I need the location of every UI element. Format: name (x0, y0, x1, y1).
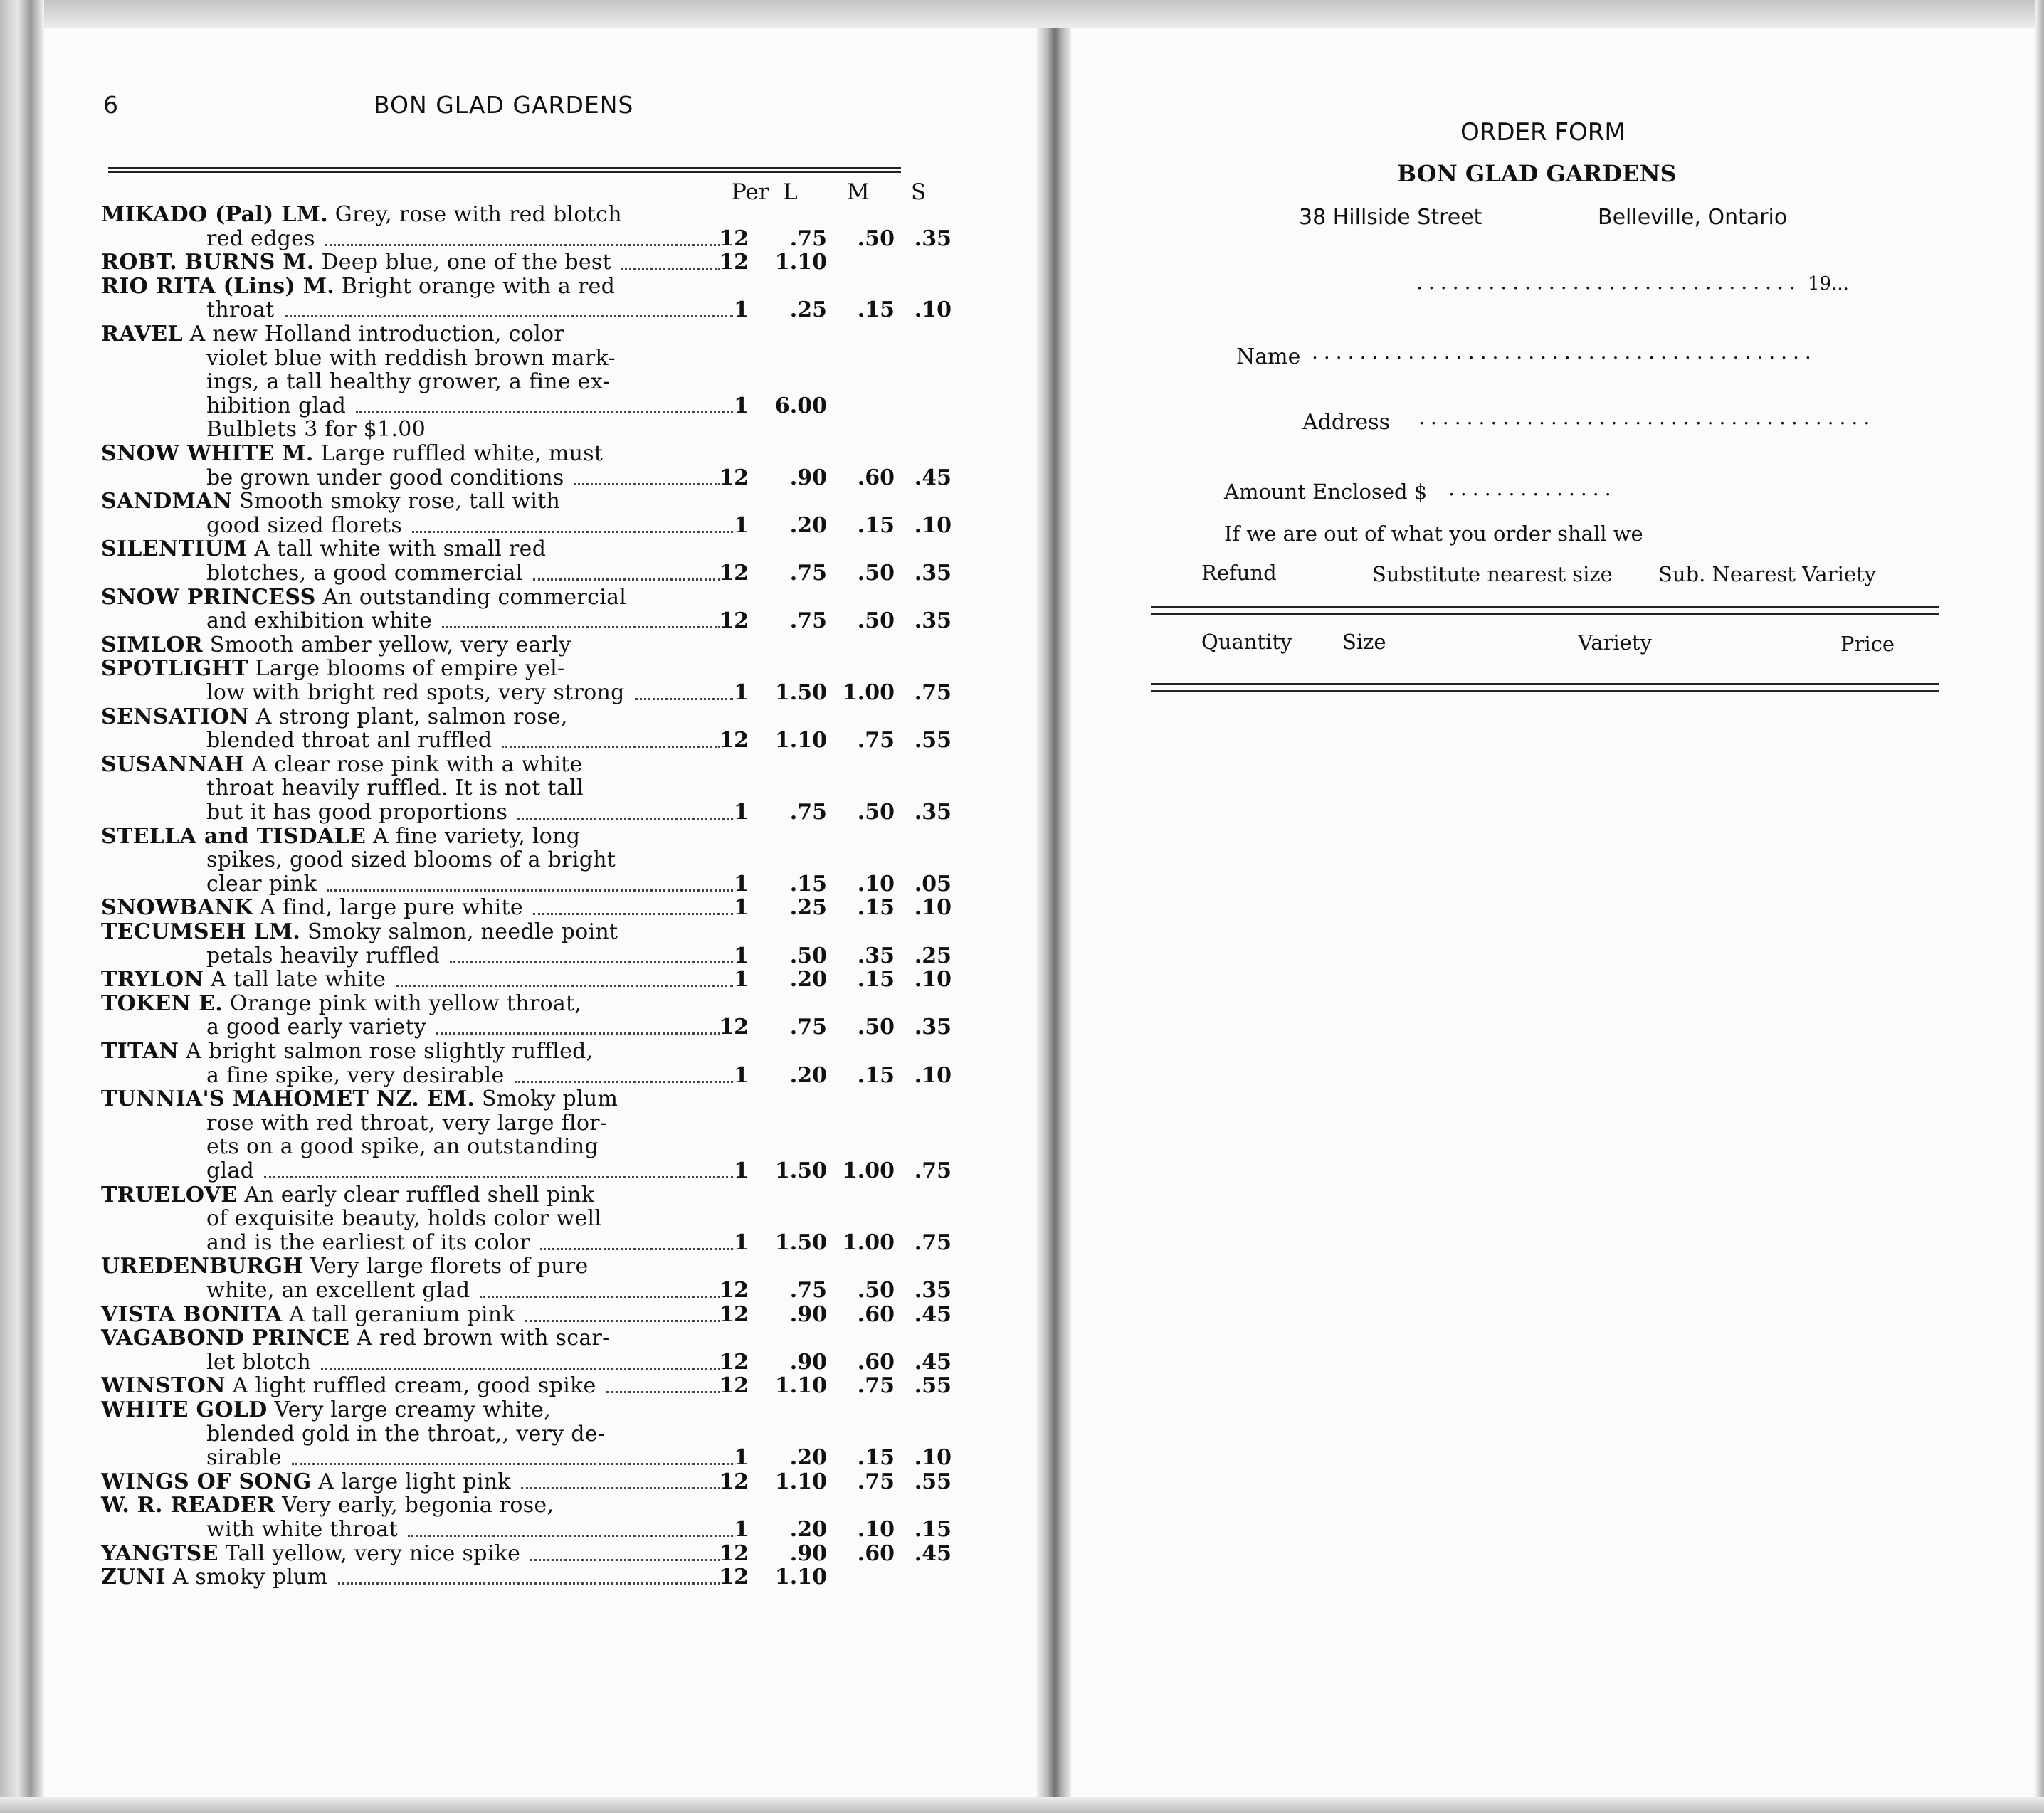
variety-description: Smoky plum (481, 1087, 618, 1112)
variety-description-continued: but it has good proportions (206, 800, 508, 825)
variety-name: WINGS OF SONG (101, 1469, 312, 1494)
variety-name: ZUNI (101, 1565, 166, 1590)
price-large: .20 (789, 512, 827, 538)
address-field[interactable]: ...................................... (1418, 406, 1876, 429)
price-small: .45 (914, 465, 952, 490)
dot-leader (396, 984, 733, 987)
variety-name: SENSATION (101, 704, 249, 729)
price-per-count: 12 (719, 1349, 749, 1375)
company-name: BON GLAD GARDENS (1397, 160, 1677, 187)
variety-name: SPOTLIGHT (101, 656, 248, 682)
variety-description-continued: Bulblets 3 for $1.00 (206, 417, 426, 443)
price-medium: .50 (857, 1278, 895, 1303)
table-rule-bottom-1 (1151, 683, 1939, 685)
price-medium: .35 (857, 943, 895, 968)
variety-description: Very large florets of pure (310, 1254, 589, 1279)
price-medium: .10 (857, 871, 895, 897)
variety-description: Orange pink with yellow throat, (229, 990, 582, 1016)
price-large: .75 (789, 1278, 827, 1303)
price-small: .10 (914, 895, 952, 921)
price-small: .55 (914, 728, 952, 754)
price-small: .55 (914, 1373, 952, 1399)
variety-description-continued: spikes, good sized blooms of a bright (206, 847, 616, 873)
variety-description-continued: a fine spike, very desirable (206, 1062, 505, 1088)
price-medium: .15 (857, 1445, 895, 1471)
variety-description-continued: throat heavily ruffled. It is not tall (206, 776, 584, 801)
dot-leader (450, 961, 733, 963)
price-small: .05 (914, 871, 952, 897)
variety-name: TUNNIA'S MAHOMET NZ. EM. (101, 1087, 475, 1112)
price-small: .25 (914, 943, 952, 968)
price-medium: .50 (857, 561, 895, 586)
amount-enclosed-field[interactable]: .............. (1448, 477, 1617, 500)
price-medium: .15 (857, 895, 895, 921)
col-header-per: Per (732, 179, 769, 205)
price-medium: 1.00 (842, 680, 895, 705)
variety-description: A smoky plum (172, 1565, 328, 1590)
table-header-size: Size (1342, 630, 1386, 654)
dot-leader (480, 1295, 720, 1298)
price-small: .45 (914, 1301, 952, 1327)
variety-description: A bright salmon rose slightly ruffled, (186, 1039, 594, 1064)
price-medium: .50 (857, 226, 895, 251)
variety-description-continued: a good early variety (206, 1015, 427, 1040)
price-small: .75 (914, 1158, 952, 1183)
table-rule-top-1 (1151, 606, 1939, 608)
variety-description: A tall late white (211, 967, 386, 993)
entry-first-line (101, 1563, 328, 1592)
price-large: .75 (789, 608, 827, 634)
variety-description-continued: petals heavily ruffled (206, 943, 441, 968)
order-form-title: ORDER FORM (1460, 118, 1626, 147)
price-per-count: 12 (719, 608, 749, 634)
variety-description: A tall geranium pink (289, 1301, 515, 1327)
price-large: .20 (789, 967, 827, 993)
price-per-count: 12 (719, 1373, 749, 1399)
out-of-stock-question: If we are out of what you order shall we (1224, 522, 1643, 546)
price-medium: .15 (857, 512, 895, 538)
variety-name: WINSTON (101, 1373, 226, 1399)
price-per-count: 12 (719, 1278, 749, 1303)
price-per-count: 12 (719, 561, 749, 586)
price-medium: .15 (857, 1062, 895, 1088)
dot-leader (264, 1175, 733, 1178)
dot-leader (285, 314, 733, 317)
variety-description-continued: sirable (206, 1445, 282, 1471)
price-large: .90 (789, 1349, 827, 1375)
price-large: 1.10 (774, 250, 827, 275)
variety-description-continued: red edges (206, 226, 315, 251)
dot-leader (325, 243, 720, 246)
variety-description-continued: throat (206, 297, 275, 323)
price-small: .35 (914, 800, 952, 825)
variety-description: Very early, begonia rose, (282, 1493, 554, 1518)
price-per-count: 1 (734, 895, 749, 921)
price-per-count: 12 (719, 1565, 749, 1590)
variety-description-continued: ets on a good spike, an outstanding (206, 1134, 599, 1160)
entry-first-line (101, 273, 615, 301)
name-field[interactable]: .......................................... (1312, 340, 1817, 364)
variety-description-continued: with white throat (206, 1517, 398, 1542)
price-medium: .50 (857, 800, 895, 825)
variety-name: TITAN (101, 1039, 179, 1064)
header-rule-top (108, 167, 901, 169)
price-per-count: 1 (734, 943, 749, 968)
variety-description-continued: blotches, a good commercial (206, 561, 523, 586)
variety-description: Bright orange with a red (341, 273, 616, 299)
price-large: .90 (789, 1540, 827, 1566)
variety-name: UREDENBURGH (101, 1254, 303, 1279)
dot-leader (515, 1080, 733, 1083)
variety-name: SNOW PRINCESS (101, 584, 316, 610)
dot-leader (502, 745, 720, 748)
price-large: .25 (789, 297, 827, 323)
price-per-count: 1 (734, 1158, 749, 1183)
price-medium: 1.00 (842, 1230, 895, 1255)
variety-description-continued: and is the earliest of its color (206, 1230, 530, 1255)
dot-leader (356, 411, 733, 413)
dot-leader (436, 1032, 720, 1035)
variety-description-continued: let blotch (206, 1349, 311, 1375)
variety-name: RIO RITA (Lins) M. (101, 273, 334, 299)
price-large: .90 (789, 465, 827, 490)
price-per-count: 12 (719, 1301, 749, 1327)
variety-description-continued: white, an excellent glad (206, 1278, 470, 1303)
price-large: .15 (789, 871, 827, 897)
price-per-count: 1 (734, 297, 749, 323)
price-large: .25 (789, 895, 827, 921)
price-per-count: 1 (734, 1062, 749, 1088)
scan-border-left (0, 0, 44, 1813)
table-header-variety: Variety (1578, 630, 1652, 655)
price-large: 1.10 (774, 728, 827, 754)
dot-leader (521, 1486, 720, 1489)
variety-description: A red brown with scar- (357, 1326, 610, 1351)
variety-description-continued: ings, a tall healthy grower, a fine ex- (206, 369, 610, 395)
variety-description: Smooth smoky rose, tall with (239, 489, 561, 514)
price-small: .75 (914, 680, 952, 705)
price-small: .10 (914, 297, 952, 323)
price-large: .20 (789, 1517, 827, 1542)
variety-name: W. R. READER (101, 1493, 275, 1518)
variety-name: TRUELOVE (101, 1182, 238, 1207)
price-large: .75 (789, 561, 827, 586)
price-large: .50 (789, 943, 827, 968)
variety-description-continued: of exquisite beauty, holds color well (206, 1206, 602, 1232)
price-small: .35 (914, 608, 952, 634)
price-large: 1.10 (774, 1565, 827, 1590)
price-large: .75 (789, 800, 827, 825)
variety-name: TRYLON (101, 967, 204, 993)
variety-description: A clear rose pink with a white (251, 751, 583, 777)
variety-name: STELLA and TISDALE (101, 823, 367, 849)
price-medium: .60 (857, 1349, 895, 1375)
header-rule-bottom (108, 171, 901, 173)
price-per-count: 12 (719, 250, 749, 275)
date-line[interactable]: ................................ (1416, 270, 1801, 294)
variety-description: A strong plant, salmon rose, (256, 704, 568, 729)
running-title: BON GLAD GARDENS (374, 91, 634, 119)
price-small: .10 (914, 967, 952, 993)
variety-name: SNOWBANK (101, 895, 253, 921)
price-per-count: 1 (734, 1230, 749, 1255)
dot-leader (338, 1582, 720, 1585)
variety-description-continued: violet blue with reddish brown mark- (206, 345, 616, 371)
variety-name: SIMLOR (101, 632, 203, 657)
dot-leader (408, 1534, 733, 1537)
price-small: .45 (914, 1349, 952, 1375)
variety-name: ROBT. BURNS M. (101, 250, 315, 275)
dot-leader (533, 578, 720, 581)
col-header-m: M (847, 179, 870, 205)
table-header-quantity: Quantity (1201, 630, 1292, 654)
variety-name: YANGTSE (101, 1540, 218, 1566)
variety-description: Smooth amber yellow, very early (209, 632, 571, 657)
variety-description: A large light pink (318, 1469, 511, 1494)
variety-description: A fine variety, long (372, 823, 581, 849)
price-per-count: 1 (734, 512, 749, 538)
variety-description: Large blooms of empire yel- (255, 656, 565, 682)
page-number: 6 (103, 91, 119, 119)
price-medium: .50 (857, 608, 895, 634)
scan-border-bottom (0, 1797, 2044, 1813)
price-large: .75 (789, 1015, 827, 1040)
dot-leader (533, 912, 733, 915)
dot-leader (321, 1367, 720, 1370)
dot-leader (606, 1390, 720, 1393)
variety-description-continued: low with bright red spots, very strong (206, 680, 625, 705)
book-gutter (1037, 28, 1071, 1797)
dot-leader (530, 1558, 720, 1561)
price-large: 1.50 (774, 680, 827, 705)
entry-first-line (101, 201, 622, 229)
variety-description-continued: blended gold in the throat,, very de- (206, 1421, 606, 1447)
price-medium: .60 (857, 1301, 895, 1327)
dot-leader (574, 482, 720, 485)
price-large: 1.10 (774, 1373, 827, 1399)
price-medium: .10 (857, 1517, 895, 1542)
price-large: .20 (789, 1445, 827, 1471)
option-substitute-variety[interactable]: Sub. Nearest Variety (1658, 562, 1877, 586)
dot-leader (412, 530, 733, 533)
dot-leader (517, 817, 733, 820)
variety-name: RAVEL (101, 322, 183, 347)
price-large: 1.50 (774, 1158, 827, 1183)
variety-description: Deep blue, one of the best (321, 250, 611, 275)
price-large: 1.10 (774, 1469, 827, 1494)
price-small: .55 (914, 1469, 952, 1494)
address-label: Address (1302, 410, 1390, 435)
variety-name: WHITE GOLD (101, 1397, 268, 1422)
variety-name: SNOW WHITE M. (101, 441, 314, 466)
price-per-count: 12 (719, 226, 749, 251)
variety-description: A light ruffled cream, good spike (232, 1373, 596, 1399)
price-small: .75 (914, 1230, 952, 1255)
variety-name: TECUMSEH LM. (101, 919, 301, 944)
variety-description: An early clear ruffled shell pink (244, 1182, 595, 1207)
variety-description: Very large creamy white, (274, 1397, 552, 1422)
street-address: 38 Hillside Street (1299, 205, 1482, 230)
price-small: .10 (914, 1445, 952, 1471)
price-small: .35 (914, 1278, 952, 1303)
price-medium: .15 (857, 967, 895, 993)
price-per-count: 12 (719, 1540, 749, 1566)
name-label: Name (1236, 344, 1301, 369)
variety-description: Large ruffled white, must (320, 441, 604, 466)
scan-border-right (2035, 0, 2044, 1813)
variety-description: A tall white with small red (254, 536, 547, 562)
price-small: .35 (914, 226, 952, 251)
price-per-count: 1 (734, 1517, 749, 1542)
price-small: .45 (914, 1540, 952, 1566)
price-per-count: 12 (719, 728, 749, 754)
option-refund[interactable]: Refund (1201, 561, 1277, 585)
price-large: 6.00 (774, 393, 827, 418)
price-per-count: 1 (734, 393, 749, 418)
price-large: .90 (789, 1301, 827, 1327)
date-year-suffix: 19... (1808, 273, 1849, 295)
variety-description-continued: clear pink (206, 871, 317, 897)
price-large: .75 (789, 226, 827, 251)
price-per-count: 1 (734, 1445, 749, 1471)
variety-description-continued: good sized florets (206, 512, 403, 538)
price-large: 1.50 (774, 1230, 827, 1255)
variety-name: TOKEN E. (101, 990, 223, 1016)
variety-name: SUSANNAH (101, 751, 245, 777)
dot-leader (540, 1247, 733, 1250)
entry-first-line (101, 1324, 610, 1353)
price-per-count: 12 (719, 1469, 749, 1494)
variety-description-continued: rose with red throat, very large flor- (206, 1110, 608, 1136)
price-medium: 1.00 (842, 1158, 895, 1183)
variety-description: A new Holland introduction, color (189, 322, 565, 347)
variety-name: MIKADO (Pal) LM. (101, 202, 328, 227)
variety-description-continued: blended throat anl ruffled (206, 728, 492, 754)
variety-description-continued: hibition glad (206, 393, 347, 418)
price-small: .35 (914, 1015, 952, 1040)
variety-description-continued: glad (206, 1158, 255, 1183)
option-substitute-size[interactable]: Substitute nearest size (1372, 562, 1613, 586)
price-per-count: 1 (734, 871, 749, 897)
price-per-count: 12 (719, 1015, 749, 1040)
price-small: .15 (914, 1517, 952, 1542)
variety-name: VISTA BONITA (101, 1301, 283, 1327)
variety-description: Smoky salmon, needle point (307, 919, 618, 944)
variety-name: VAGABOND PRINCE (101, 1326, 350, 1351)
price-medium: .60 (857, 465, 895, 490)
price-medium: .50 (857, 1015, 895, 1040)
variety-description: A find, large pure white (260, 895, 523, 921)
price-per-count: 1 (734, 967, 749, 993)
table-rule-top-2 (1151, 613, 1939, 615)
variety-description: Grey, rose with red blotch (334, 202, 622, 227)
variety-description-continued: and exhibition white (206, 608, 433, 634)
price-per-count: 1 (734, 800, 749, 825)
dot-leader (442, 625, 720, 628)
table-rule-bottom-2 (1151, 690, 1939, 692)
price-small: .10 (914, 1062, 952, 1088)
amount-enclosed-label: Amount Enclosed $ (1224, 480, 1428, 504)
variety-name: SANDMAN (101, 489, 233, 514)
price-medium: .75 (857, 1469, 895, 1494)
price-small: .10 (914, 512, 952, 538)
variety-name: SILENTIUM (101, 536, 248, 562)
price-small: .35 (914, 561, 952, 586)
variety-description-continued: be grown under good conditions (206, 465, 564, 490)
price-medium: .75 (857, 728, 895, 754)
price-medium: .75 (857, 1373, 895, 1399)
price-medium: .60 (857, 1540, 895, 1566)
dot-leader (292, 1462, 733, 1465)
price-per-count: 1 (734, 680, 749, 705)
city-address: Belleville, Ontario (1598, 205, 1788, 230)
col-header-l: L (783, 179, 798, 205)
dot-leader (327, 889, 733, 892)
dot-leader (525, 1319, 720, 1322)
variety-description: An outstanding commercial (322, 584, 627, 610)
scan-border-top (0, 0, 2044, 28)
price-per-count: 12 (719, 465, 749, 490)
col-header-s: S (911, 179, 927, 205)
price-medium: .15 (857, 297, 895, 323)
price-large: .20 (789, 1062, 827, 1088)
variety-description: Tall yellow, very nice spike (225, 1540, 521, 1566)
table-header-price: Price (1840, 632, 1895, 656)
